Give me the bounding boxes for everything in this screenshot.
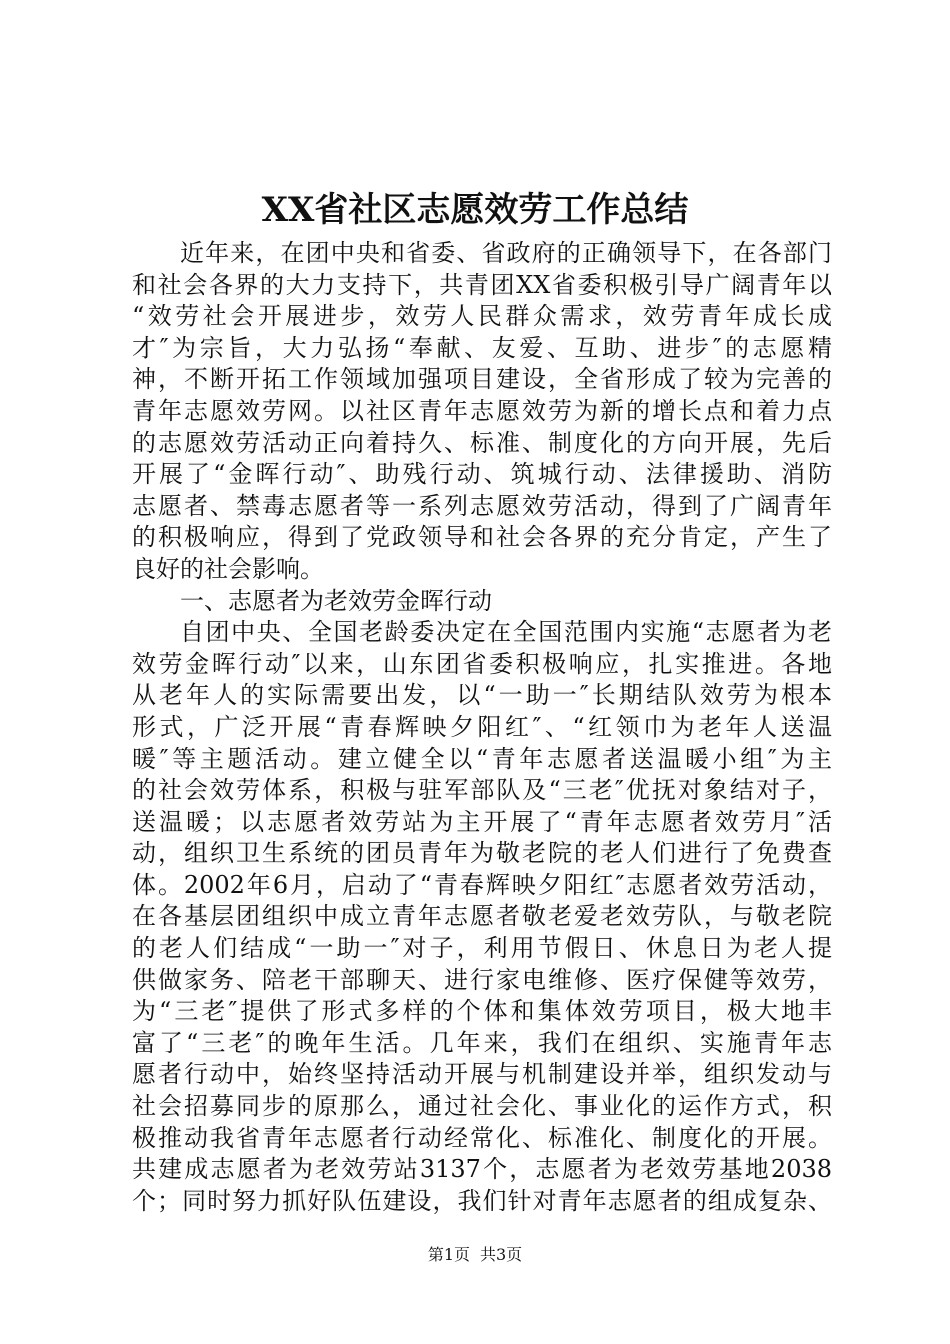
text-line: 近年来，在团中央和省委、省政府的正确领导下，在各部门 [180, 239, 832, 267]
text-line: 供做家务、陪老干部聊天、进行家电维修、医疗保健等效劳， [132, 965, 832, 994]
text-line: 暖″等主题活动。建立健全以“青年志愿者送温暖小组″为主 [132, 744, 832, 773]
text-line: 的志愿效劳活动正向着持久、标准、制度化的方向开展，先后 [132, 428, 832, 457]
text-line: 良好的社会影响。 [132, 554, 324, 583]
text-line: 富了“三老″的晚年生活。几年来，我们在组织、实施青年志 [132, 1028, 832, 1057]
text-line: 开展了“金晖行动″、助残行动、筑城行动、法律援助、消防 [132, 460, 832, 489]
text-line: 志愿者、禁毒志愿者等一系列志愿效劳活动，得到了广阔青年 [132, 491, 832, 520]
text-line: 体。2002年6月，启动了“青春辉映夕阳红″志愿者效劳活动， [132, 870, 832, 899]
text-line: 愿者行动中，始终坚持活动开展与机制建设并举，组织发动与 [132, 1060, 832, 1089]
text-line: 动，组织卫生系统的团员青年为敬老院的老人们进行了免费查 [132, 839, 832, 868]
document-title: XX省社区志愿效劳工作总结 [261, 190, 689, 230]
text-line: 自团中央、全国老龄委决定在全国范围内实施“志愿者为老 [180, 618, 832, 647]
text-line: 共建成志愿者为老效劳站3137个，志愿者为老效劳基地2038 [132, 1155, 832, 1184]
text-line: 才″为宗旨，大力弘扬“奉献、友爱、互助、进步″的志愿精 [132, 333, 832, 362]
text-line: “效劳社会开展进步，效劳人民群众需求，效劳青年成长成 [132, 302, 832, 331]
text-line: 的老人们结成“一助一″对子，利用节假日、休息日为老人提 [132, 934, 832, 963]
page-total: 共3页 [480, 1245, 523, 1264]
text-line: 形式，广泛开展“青春辉映夕阳红″、“红领巾为老年人送温 [132, 712, 832, 741]
text-line: 的积极响应，得到了党政领导和社会各界的充分肯定，产生了 [132, 523, 832, 552]
document-body [132, 238, 832, 1217]
text-line: 青年志愿效劳网。以社区青年志愿效劳为新的增长点和着力点 [132, 396, 832, 425]
text-line: 神，不断开拓工作领域加强项目建设，全省形成了较为完善的 [132, 365, 832, 394]
text-line: 从老年人的实际需要出发，以“一助一″长期结队效劳为根本 [132, 681, 832, 710]
text-line: 送温暖；以志愿者效劳站为主开展了“青年志愿者效劳月″活 [132, 807, 832, 836]
text-line: 在各基层团组织中成立青年志愿者敬老爱老效劳队，与敬老院 [132, 902, 832, 931]
text-line: 为“三老″提供了形式多样的个体和集体效劳项目，极大地丰 [132, 997, 832, 1026]
page-footer [0, 1243, 950, 1267]
text-line: 的社会效劳体系，积极与驻军部队及“三老″优抚对象结对子， [132, 776, 832, 805]
text-line: 效劳金晖行动″以来，山东团省委积极响应，扎实推进。各地 [132, 649, 832, 678]
text-line: 极推动我省青年志愿者行动经常化、标准化、制度化的开展。 [132, 1123, 832, 1152]
text-line: 社会招募同步的原那么，通过社会化、事业化的运作方式，积 [132, 1092, 832, 1121]
text-line: 个；同时努力抓好队伍建设，我们针对青年志愿者的组成复杂、 [132, 1186, 832, 1215]
page-number: 第1页 [427, 1245, 470, 1264]
text-line: 和社会各界的大力支持下，共青团XX省委积极引导广阔青年以 [132, 270, 832, 299]
section-heading: 一、志愿者为老效劳金晖行动 [180, 586, 492, 615]
